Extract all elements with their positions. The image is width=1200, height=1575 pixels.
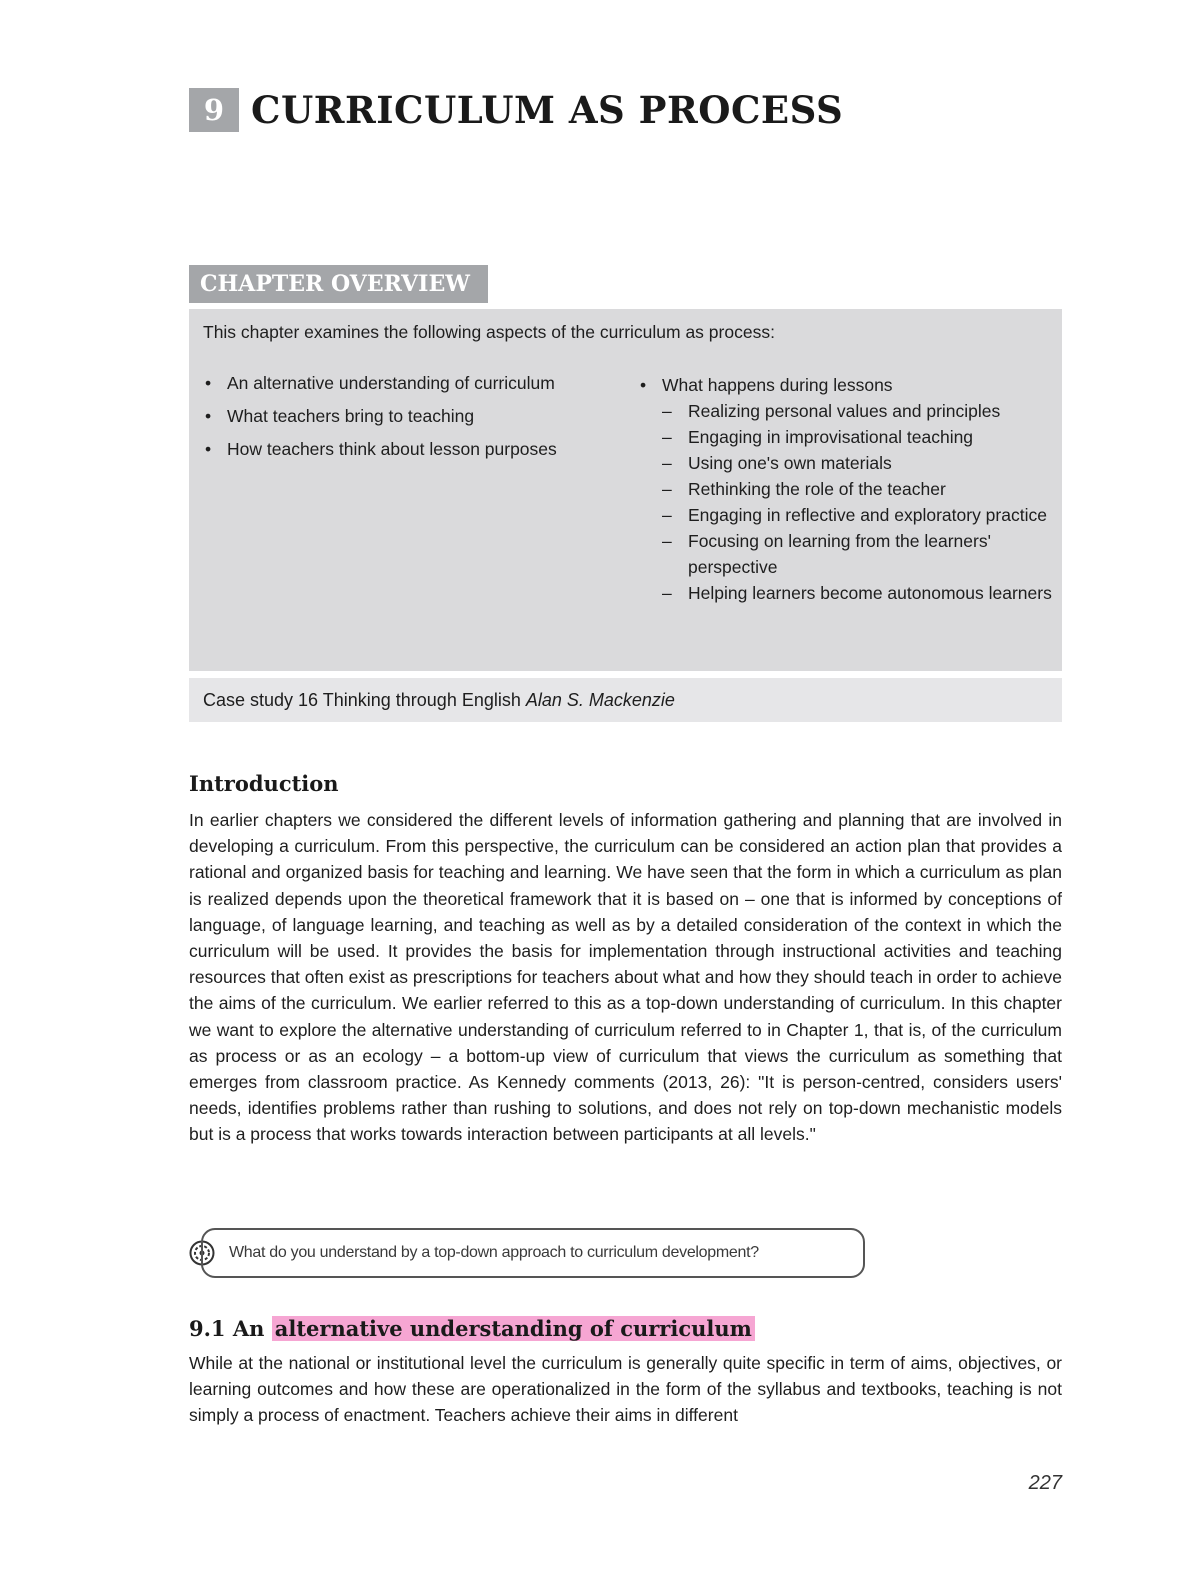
overview-item: • An alternative understanding of curriculum: [203, 372, 623, 394]
overview-subitem: – Engaging in improvisational teaching: [638, 424, 1053, 450]
introduction-heading: Introduction: [189, 771, 339, 796]
reflection-question-box: [201, 1228, 865, 1278]
overview-item: • What happens during lessons: [638, 372, 1053, 398]
chapter-title: CURRICULUM AS PROCESS: [251, 88, 844, 132]
overview-right-column: [638, 372, 1053, 606]
case-study-author: Alan S. Mackenzie: [525, 689, 675, 710]
overview-subitem: – Engaging in reflective and exploratory practice: [638, 502, 1053, 528]
section-9-1-prefix: 9.1 An: [189, 1316, 265, 1341]
chapter-overview-tab: CHAPTER OVERVIEW: [189, 265, 488, 303]
chapter-overview-box: [189, 309, 1062, 671]
section-9-1-highlighted-text: alternative understanding of curriculum: [272, 1316, 755, 1341]
case-study-label: Case study 16 Thinking through English: [203, 689, 521, 710]
introduction-body: In earlier chapters we considered the different levels of information gathering and planning that are involved in developing a curriculum. From this perspective, the curriculum can be considered an action plan that provides a rational and organized basis for teaching and learning. We have seen that the form in which a curriculum as plan is realized depends upon the theoretical framework that it is based on – one that is informed by conceptions of language, of language learning, and teaching as well as by a detailed consideration of the context in which the curriculum will be used. It provides the basis for implementation through instructional activities and teaching resources that often exist as prescriptions for teachers about what and how they should teach in order to achieve the aims of the curriculum. We earlier referred to this as a top-down understanding of curriculum. In this chapter we want to explore the alternative understanding of curriculum referred to in Chapter 1, that is, of the curriculum as process or as an ecology – a bottom-up view of curriculum that views the curriculum as something that emerges from classroom practice. As Kennedy comments (2013, 26): "It is person-centred, considers users' needs, identifies problems rather than rushing to solutions, and does not rely on top-down mechanistic models but is a process that works towards interaction between participants at all levels.": [189, 810, 1062, 1145]
overview-item: • What teachers bring to teaching: [203, 405, 623, 427]
section-9-1-heading: [189, 1316, 755, 1341]
chapter-heading: [189, 88, 843, 132]
overview-subitem: – Helping learners become autonomous learners: [638, 580, 1053, 606]
overview-subitem: – Realizing personal values and principles: [638, 398, 1053, 424]
overview-subitem: – Focusing on learning from the learners' perspective: [638, 528, 1053, 580]
overview-item: • How teachers think about lesson purposes: [203, 438, 623, 460]
overview-subitem: – Rethinking the role of the teacher: [638, 476, 1053, 502]
reflection-question-text: What do you understand by a top-down approach to curriculum development?: [229, 1244, 759, 1261]
overview-intro: This chapter examines the following aspects of the curriculum as process:: [203, 322, 775, 342]
page-number: 227: [1028, 1472, 1062, 1494]
overview-subitem: – Using one's own materials: [638, 450, 1053, 476]
overview-left-column: [203, 372, 623, 471]
chapter-number-badge: 9: [189, 88, 239, 132]
section-9-1-body: While at the national or institutional level the curriculum is generally quite specific in term of aims, objectives, or learning outcomes and how these are operationalized in the form of the syllabus and textbooks, teaching is not simply a process of enactment. Teachers achieve their aims in different: [189, 1353, 1062, 1426]
case-study-bar: [189, 678, 1062, 722]
